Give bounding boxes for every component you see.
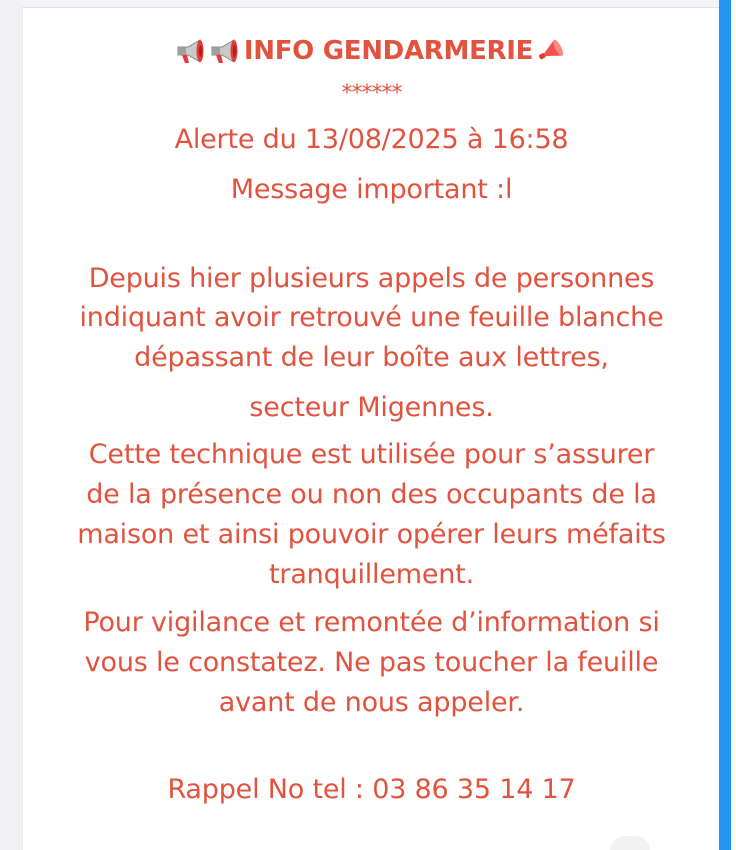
body-line: Cette technique est utilisée pour s’assurer — [88, 439, 655, 470]
body-line: indiquant avoir retrouvé une feuille blanche — [79, 302, 664, 333]
post-title: INFO GENDARMERIE — [243, 36, 534, 66]
megaphone-icon — [174, 36, 208, 66]
megaphone-icon — [535, 36, 569, 66]
phone-line: Rappel No tel : 03 86 35 14 17 — [167, 774, 576, 805]
scroll-edge-accent — [719, 0, 731, 850]
body-line: Pour vigilance et remontée d’information si — [83, 607, 660, 638]
right-strip — [731, 0, 736, 850]
left-gutter — [0, 0, 22, 850]
body-line: Depuis hier plusieurs appels de personnes — [88, 263, 655, 294]
body-line: de la présence ou non des occupants de la — [86, 479, 657, 510]
body-line: tranquillement. — [269, 559, 474, 590]
megaphone-icon — [208, 36, 242, 66]
body-line: dépassant de leur boîte aux lettres, — [134, 342, 609, 373]
important-line: Message important :l — [230, 174, 513, 205]
body-line: vous le constatez. Ne pas toucher la feuille — [84, 647, 659, 678]
body-line: avant de nous appeler. — [218, 687, 525, 718]
body-line: maison et ainsi pouvoir opérer leurs méfaits — [77, 519, 666, 550]
title-row — [23, 34, 720, 68]
message-card — [22, 7, 719, 850]
bottom-tab-hint — [610, 836, 650, 850]
alert-date-line: Alerte du 13/08/2025 à 16:58 — [174, 124, 569, 155]
separator-stars: ****** — [341, 81, 402, 106]
body-line: secteur Migennes. — [249, 392, 494, 423]
